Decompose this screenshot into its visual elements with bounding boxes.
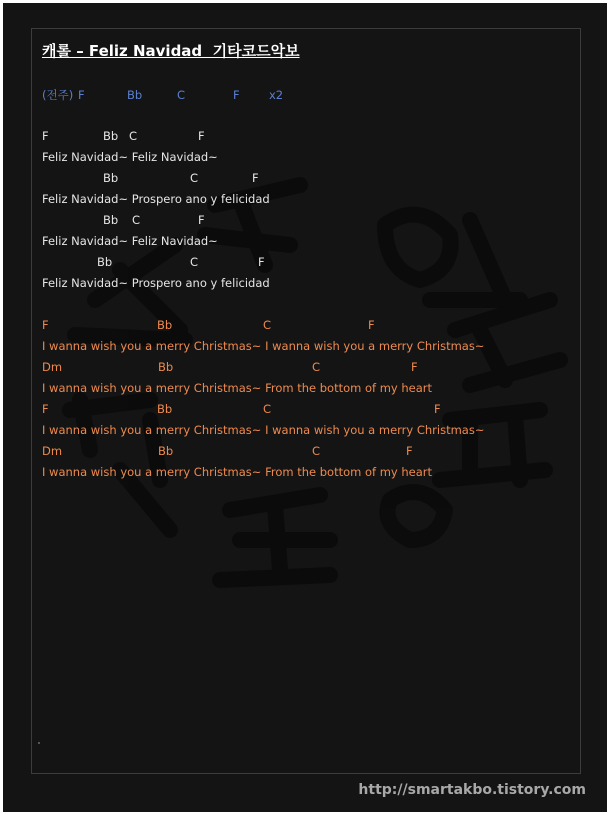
intro-row	[42, 86, 342, 104]
chord: F	[42, 318, 49, 332]
lyric-line: I wanna wish you a merry Christmas~ I wanna wish you a merry Christmas~	[42, 339, 485, 353]
intro-label: (전주)	[42, 88, 74, 102]
chord: Bb	[127, 88, 143, 102]
chord: C	[312, 360, 321, 374]
chord: F	[42, 129, 49, 143]
chord: Bb	[103, 213, 119, 227]
chord: F	[198, 213, 205, 227]
chord: F	[252, 171, 259, 185]
chord: F	[406, 444, 413, 458]
chord-line	[42, 211, 342, 229]
lyric-line: Feliz Navidad~ Feliz Navidad~	[42, 150, 218, 164]
chord: Bb	[158, 444, 174, 458]
site-url-footer[interactable]: http://smartakbo.tistory.com	[358, 782, 586, 798]
chord: C	[263, 318, 272, 332]
chord: F	[42, 402, 49, 416]
chord: Dm	[42, 444, 63, 458]
chord: Dm	[42, 360, 63, 374]
chord: Bb	[157, 318, 173, 332]
chord: Bb	[103, 129, 119, 143]
repeat-marker: x2	[269, 88, 284, 102]
chord: C	[312, 444, 321, 458]
chord: F	[411, 360, 418, 374]
lyric-line: Feliz Navidad~ Feliz Navidad~	[42, 234, 218, 248]
chord: F	[198, 129, 205, 143]
chord: Bb	[103, 171, 119, 185]
chord-line	[42, 358, 462, 376]
chord-line	[42, 169, 342, 187]
page-title: 캐롤 – Feliz Navidad 기타코드악보	[42, 42, 300, 60]
chord-line	[42, 316, 462, 334]
chord: C	[263, 402, 272, 416]
chord: C	[177, 88, 186, 102]
stray-mark	[38, 742, 40, 744]
chord-line	[42, 442, 462, 460]
chord: C	[190, 171, 199, 185]
chord: F	[368, 318, 375, 332]
chord-line	[42, 253, 342, 271]
chord: Bb	[158, 360, 174, 374]
lyric-line: Feliz Navidad~ Prospero ano y felicidad	[42, 276, 270, 290]
lyric-line: I wanna wish you a merry Christmas~ From the bottom of my heart	[42, 381, 433, 395]
chord: F	[233, 88, 240, 102]
chord: C	[132, 213, 141, 227]
chord: F	[258, 255, 265, 269]
chord: C	[129, 129, 138, 143]
chord-line	[42, 127, 342, 145]
chord: Bb	[157, 402, 173, 416]
lyric-line: I wanna wish you a merry Christmas~ From the bottom of my heart	[42, 465, 433, 479]
lyric-line: I wanna wish you a merry Christmas~ I wanna wish you a merry Christmas~	[42, 423, 485, 437]
chord: F	[434, 402, 441, 416]
chord: Bb	[97, 255, 113, 269]
chord-line	[42, 400, 462, 418]
lyric-line: Feliz Navidad~ Prospero ano y felicidad	[42, 192, 270, 206]
chord: C	[190, 255, 199, 269]
chord: F	[78, 88, 85, 102]
